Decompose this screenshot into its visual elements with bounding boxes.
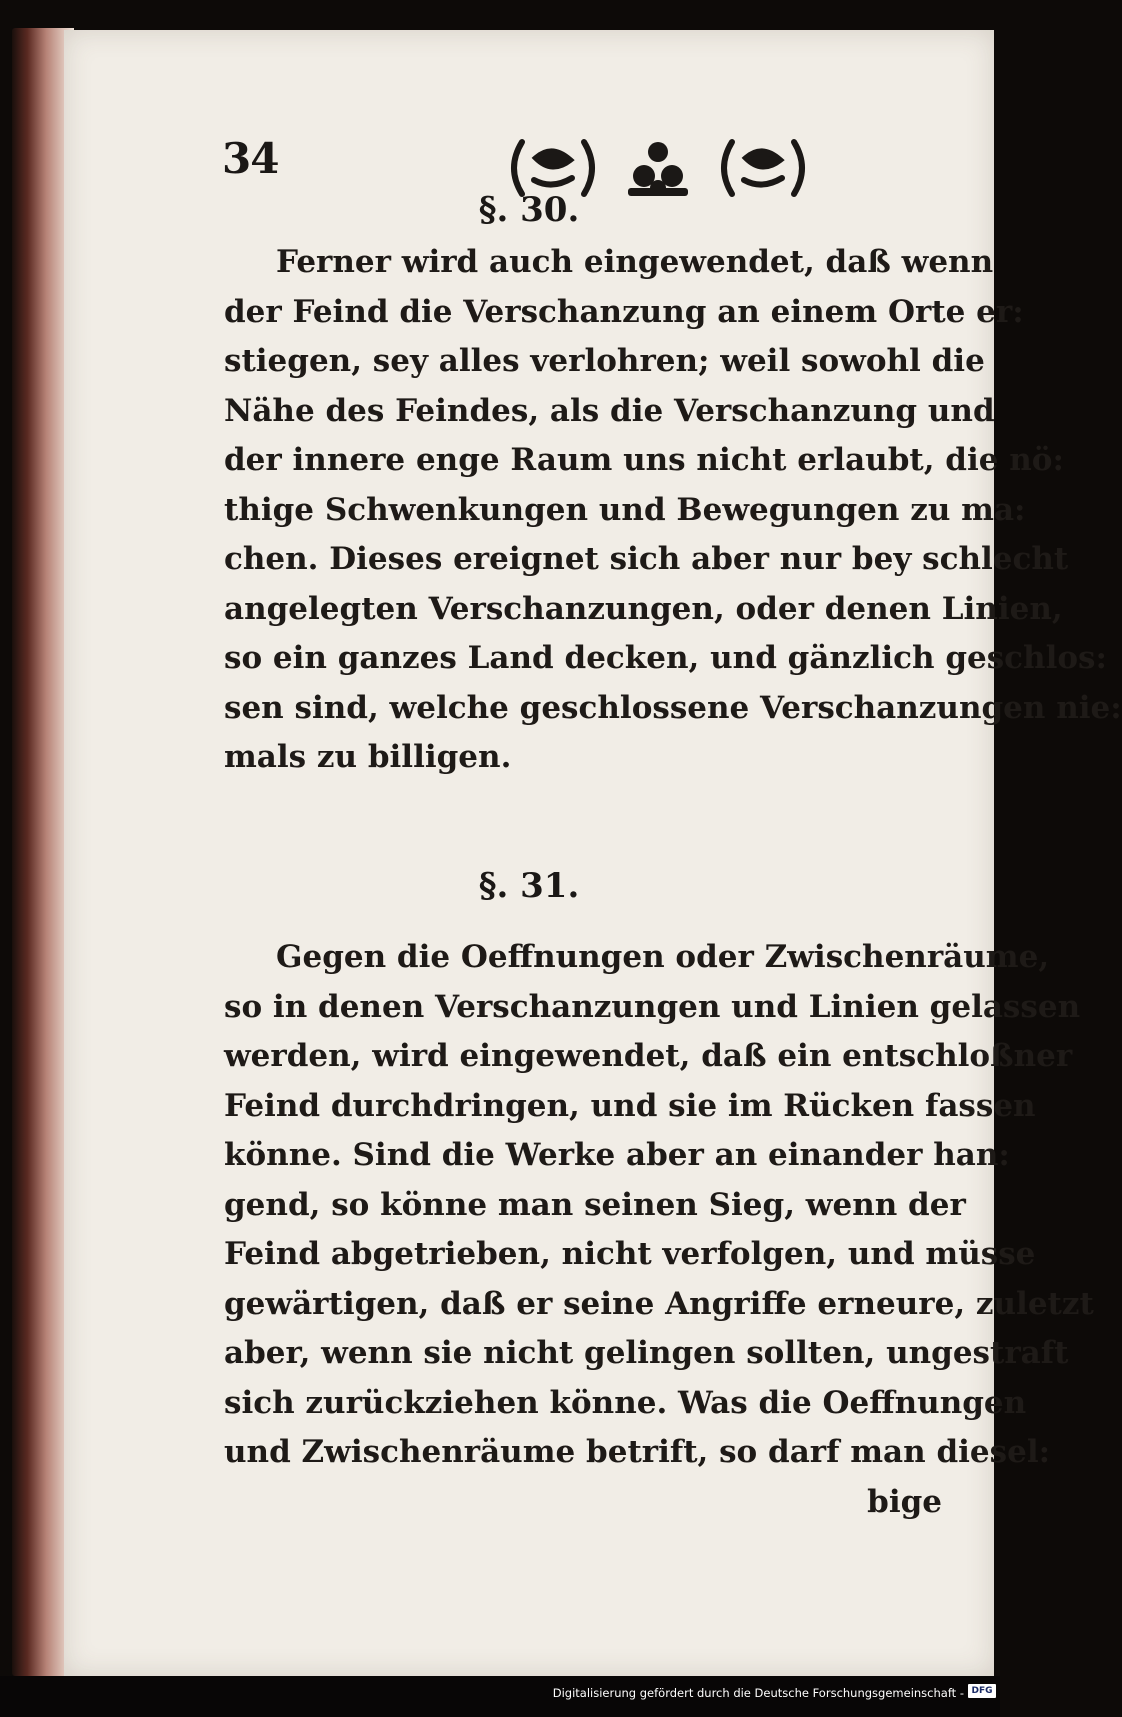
text-line: Gegen die Oeffnungen oder Zwischenräume,: [276, 939, 1050, 975]
text-line: werden, wird eingewendet, daß ein entschloßner: [224, 1038, 1073, 1074]
text-line: könne. Sind die Werke aber an einander han:: [224, 1137, 1010, 1173]
text-line: chen. Dieses ereignet sich aber nur bey schlecht: [224, 541, 1069, 577]
text-line: der Feind die Verschanzung an einem Orte er:: [224, 293, 1024, 330]
text-line: Ferner wird auch eingewendet, daß wenn: [276, 244, 994, 280]
catchword: bige: [867, 1483, 942, 1520]
text-line: gewärtigen, daß er seine Angriffe erneure, zuletzt: [224, 1285, 1094, 1322]
page-number: 34: [222, 134, 279, 183]
text-line: und Zwischenräume betrift, so darf man diesel:: [224, 1434, 1051, 1470]
text-line: Feind abgetrieben, nicht verfolgen, und müsse: [224, 1236, 1036, 1272]
text-line: aber, wenn sie nicht gelingen sollten, ungestraft: [224, 1335, 1069, 1371]
section-heading-31: §. 31.: [478, 866, 580, 906]
text-line: so ein ganzes Land decken, und gänzlich geschlos:: [224, 640, 1107, 676]
text-line: Nähe des Feindes, als die Verschanzung und: [224, 392, 995, 429]
digitization-footer: [0, 1676, 1000, 1717]
text-line: angelegten Verschanzungen, oder denen Linien,: [224, 590, 1063, 627]
text-line: stiegen, sey alles verlohren; weil sowohl die: [224, 343, 985, 379]
text-line: thige Schwenkungen und Bewegungen zu ma:: [224, 491, 1026, 528]
text-line: sich zurückziehen könne. Was die Oeffnungen: [224, 1384, 1027, 1421]
text-line: mals zu billigen.: [224, 739, 512, 775]
text-line: sen sind, welche geschlossene Verschanzungen nie:: [224, 689, 1122, 726]
section-heading-30: §. 30.: [478, 190, 580, 230]
section-30-body: [224, 238, 1122, 783]
text-line: gend, so könne man seinen Sieg, wenn der: [224, 1186, 966, 1223]
text-line: so in denen Verschanzungen und Linien gelassen: [224, 988, 1081, 1025]
dfg-logo-icon: DFG: [968, 1684, 996, 1698]
text-line: Feind durchdringen, und sie im Rücken fassen: [224, 1087, 1036, 1124]
text-line: der innere enge Raum uns nicht erlaubt, die nö:: [224, 442, 1064, 478]
section-31-body: [224, 933, 1094, 1527]
book-page: [64, 30, 1122, 1676]
footer-credit: Digitalisierung gefördert durch die Deutsche Forschungsgemeinschaft -: [552, 1686, 964, 1700]
